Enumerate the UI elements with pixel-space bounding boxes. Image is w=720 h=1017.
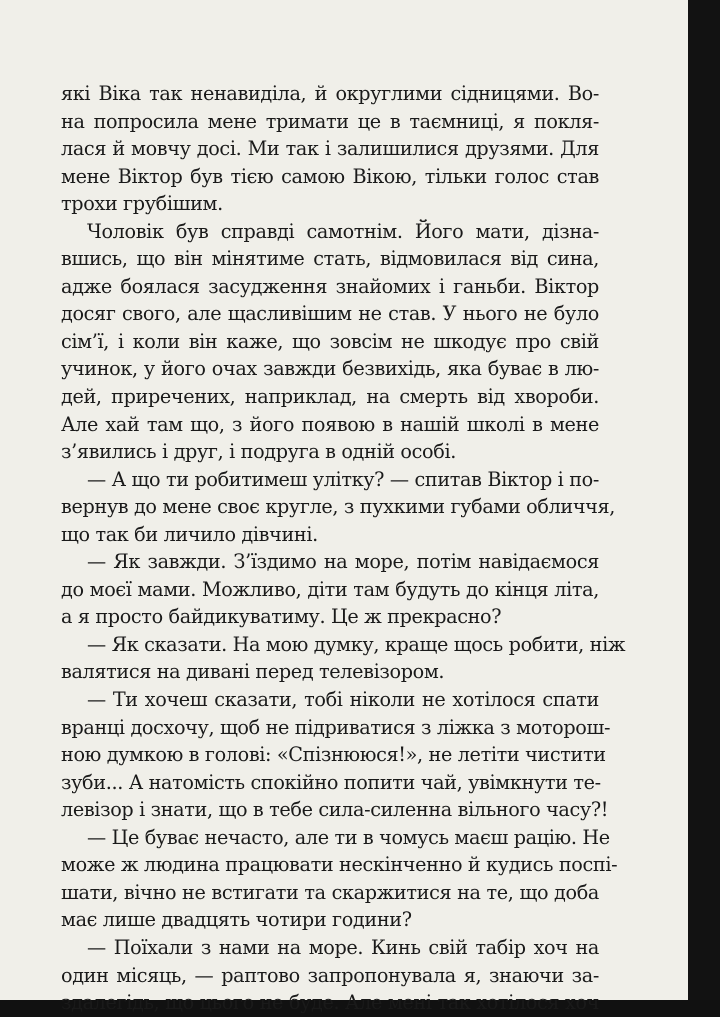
- text-line: що так би личило дівчині.: [61, 522, 318, 546]
- text-line: шати, вічно не встигати та скаржитися на те, що доба: [61, 880, 599, 904]
- text-line: — Ти хочеш сказати, тобі ніколи не хотілося спати: [87, 688, 599, 712]
- text-line: левізор і знати, що в тебе сила-силенна вільного часу?!: [61, 798, 609, 822]
- page-edge-shadow: [688, 0, 720, 1000]
- text-line: валятися на дивані перед телевізором.: [61, 660, 445, 684]
- text-line: вранці досхочу, щоб не підриватися з ліжка з моторош-: [61, 715, 611, 739]
- text-line: — Це буває нечасто, але ти в чомусь маєш рацію. Не: [87, 825, 610, 849]
- page-text: [61, 80, 626, 1017]
- text-line: вернув до мене своє кругле, з пухкими губами обличчя,: [61, 495, 616, 519]
- text-line: — А що ти робитимеш улітку? — спитав Віктор і по-: [87, 467, 599, 491]
- text-line: один місяць, — раптово запропонувала я, знаючи за-: [61, 963, 599, 987]
- text-line: дей, приречених, наприклад, на смерть від хвороби.: [61, 385, 599, 409]
- text-line: трохи грубішим.: [61, 192, 223, 216]
- text-line: вшись, що він мінятиме стать, відмовилася від сина,: [61, 247, 599, 271]
- text-line: а я просто байдикуватиму. Це ж прекрасно?: [61, 605, 502, 629]
- text-line: — Як сказати. На мою думку, краще щось робити, ніж: [87, 632, 626, 656]
- text-line: на попросила мене тримати це в таємниці, я покля-: [61, 109, 599, 133]
- text-line: досяг свого, але щасливішим не став. У нього не було: [61, 302, 599, 326]
- text-line: Чоловік був справді самотнім. Його мати, дізна-: [87, 219, 599, 243]
- text-line: адже боялася засудження знайомих і ганьби. Віктор: [61, 274, 599, 298]
- text-line: до моєї мами. Можливо, діти там будуть до кінця літа,: [61, 577, 599, 601]
- text-line: ною думкою в голові: «Спізнююся!», не летіти чистити: [61, 743, 606, 767]
- text-line: — Поїхали з нами на море. Кинь свій табір хоч на: [87, 935, 599, 959]
- text-line: мене Віктор був тією самою Вікою, тільки голос став: [61, 164, 599, 188]
- text-line: учинок, у його очах завжди безвихідь, яка буває в лю-: [61, 357, 599, 381]
- text-line: здалегідь, що цього не буде. Але мені так хотілося хоч: [61, 991, 599, 1015]
- text-line: сім’ї, і коли він каже, що зовсім не шкодує про свій: [61, 329, 599, 353]
- text-line: Але хай там що, з його появою в нашій школі в мене: [61, 412, 599, 436]
- text-line: які Віка так ненавиділа, й округлими сідницями. Во-: [61, 82, 599, 105]
- text-line: зуби... А натомість спокійно попити чай, увімкнути те-: [61, 770, 601, 794]
- text-line: з’явились і друг, і подруга в одній особі.: [61, 440, 456, 464]
- text-line: має лише двадцять чотири години?: [61, 908, 412, 932]
- text-line: може ж людина працювати нескінченно й кудись поспі-: [61, 853, 618, 877]
- text-line: — Як завжди. З’їздимо на море, потім навідаємося: [87, 550, 599, 574]
- text-line: лася й мовчу досі. Ми так і залишилися друзями. Для: [61, 137, 599, 161]
